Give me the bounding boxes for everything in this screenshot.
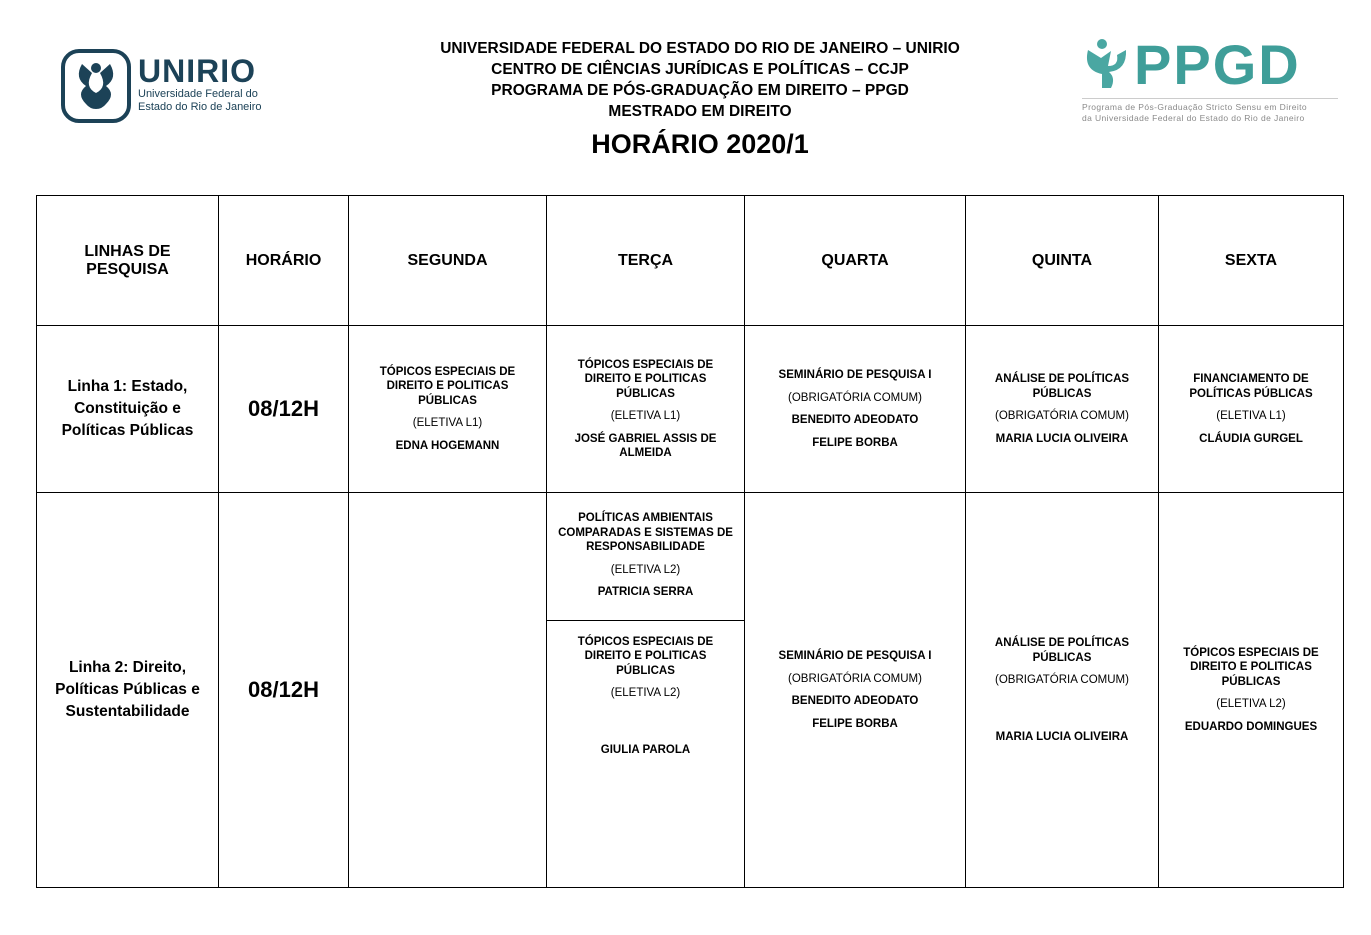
course-title: SEMINÁRIO DE PESQUISA I <box>778 369 932 381</box>
course-divider <box>547 620 744 621</box>
course-type: (ELETIVA L1) <box>610 410 681 422</box>
column-header-segunda: SEGUNDA <box>349 196 547 326</box>
ppgd-caption-2: da Universidade Federal do Estado do Rio de Janeiro <box>1082 113 1305 123</box>
linha-1-horario: 08/12H <box>219 326 349 493</box>
institution-line-3: PROGRAMA DE PÓS-GRADUAÇÃO EM DIREITO – PPGD <box>491 82 909 99</box>
unirio-logo <box>60 48 262 124</box>
column-header-terca: TERÇA <box>547 196 745 326</box>
ppgd-logo-row <box>1082 33 1338 96</box>
professor-name: JOSÉ GABRIEL ASSIS DE ALMEIDA <box>574 432 717 459</box>
course-type: (ELETIVA L2) <box>610 563 681 576</box>
cell-linha2-sexta <box>1159 493 1344 888</box>
course-title: TÓPICOS ESPECIAIS DE DIREITO E POLITICAS PÚBLICAS <box>577 635 714 677</box>
professor-name: PATRICIA SERRA <box>597 586 694 598</box>
course-title: TÓPICOS ESPECIAIS DE DIREITO E POLITICAS PÚBLICAS <box>379 365 516 407</box>
cell-linha1-quarta <box>745 326 966 493</box>
cell-linha2-quarta <box>745 493 966 888</box>
schedule-table <box>36 195 1344 888</box>
table-row-linha-2 <box>37 493 1344 888</box>
course-type: (OBRIGATÓRIA COMUM) <box>995 410 1129 422</box>
institution-line-1: UNIVERSIDADE FEDERAL DO ESTADO DO RIO DE JANEIRO – UNIRIO <box>440 40 960 57</box>
linha-2-label: Linha 2: Direito, Políticas Públicas e Sustentabilidade <box>37 493 219 888</box>
ppgd-logo <box>1082 33 1338 124</box>
unirio-logo-subtitle-2: Estado do Rio de Janeiro <box>138 101 262 113</box>
page-header <box>330 38 1070 160</box>
linha-1-label: Linha 1: Estado, Constituição e Políticas Públicas <box>37 326 219 493</box>
course-type: (ELETIVA L1) <box>412 417 483 430</box>
professor-name: EDUARDO DOMINGUES <box>1184 720 1318 733</box>
professor-name: FELIPE BORBA <box>812 436 898 449</box>
cell-linha1-sexta <box>1159 326 1344 493</box>
column-header-linhas: LINHAS DE PESQUISA <box>37 196 219 326</box>
professor-name: FELIPE BORBA <box>812 717 898 730</box>
professor-name: BENEDITO ADEODATO <box>791 695 919 707</box>
ppgd-logo-captions <box>1082 98 1338 124</box>
unirio-logo-subtitle-1: Universidade Federal do <box>138 88 258 100</box>
course-title: SEMINÁRIO DE PESQUISA I <box>778 650 932 662</box>
course-type: (OBRIGATÓRIA COMUM) <box>995 674 1129 686</box>
cell-linha2-segunda <box>349 493 547 888</box>
column-header-quarta: QUARTA <box>745 196 966 326</box>
unirio-logo-name: UNIRIO <box>138 53 256 89</box>
column-header-sexta: SEXTA <box>1159 196 1344 326</box>
professor-name: MARIA LUCIA OLIVEIRA <box>995 432 1129 445</box>
course-type: (ELETIVA L2) <box>610 687 681 699</box>
course-title: ANÁLISE DE POLÍTICAS PÚBLICAS <box>994 373 1130 400</box>
professor-name: MARIA LUCIA OLIVEIRA <box>995 730 1129 743</box>
ppgd-caption-1: Programa de Pós-Graduação Stricto Sensu em Direito <box>1082 102 1308 112</box>
course-title: POLÍTICAS AMBIENTAIS COMPARADAS E SISTEMAS DE RESPONSABILIDADE <box>558 512 733 553</box>
course-title: ANÁLISE DE POLÍTICAS PÚBLICAS <box>994 637 1130 664</box>
professor-name: BENEDITO ADEODATO <box>791 414 919 426</box>
linha-2-horario: 08/12H <box>219 493 349 888</box>
table-header-row <box>37 196 1344 326</box>
course-type: (ELETIVA L2) <box>1216 698 1286 711</box>
professor-name: EDNA HOGEMANN <box>395 439 500 452</box>
cell-linha1-quinta <box>966 326 1159 493</box>
professor-name: CLÁUDIA GURGEL <box>1199 432 1303 445</box>
institution-line-2: CENTRO DE CIÊNCIAS JURÍDICAS E POLÍTICAS – CCJP <box>491 61 909 78</box>
unirio-emblem-icon <box>60 48 132 124</box>
table-row-linha-1 <box>37 326 1344 493</box>
column-header-horario: HORÁRIO <box>219 196 349 326</box>
course-type: (OBRIGATÓRIA COMUM) <box>788 391 922 404</box>
cell-linha1-terca <box>547 326 745 493</box>
column-header-quinta: QUINTA <box>966 196 1159 326</box>
institution-line-4: MESTRADO EM DIREITO <box>608 103 792 120</box>
course-type: (OBRIGATÓRIA COMUM) <box>788 672 922 685</box>
course-title: TÓPICOS ESPECIAIS DE DIREITO E POLITICAS PÚBLICAS <box>577 358 714 400</box>
cell-linha2-quinta <box>966 493 1159 888</box>
course-title: FINANCIAMENTO DE POLÍTICAS PÚBLICAS <box>1189 373 1313 400</box>
ppgd-logo-name: PPGD <box>1134 33 1301 96</box>
unirio-logo-text <box>138 54 262 114</box>
ppgd-torch-icon <box>1082 36 1134 94</box>
course-type: (ELETIVA L1) <box>1216 410 1286 422</box>
professor-name: GIULIA PAROLA <box>600 743 691 756</box>
course-title: TÓPICOS ESPECIAIS DE DIREITO E POLITICAS PÚBLICAS <box>1183 646 1319 688</box>
page-title: HORÁRIO 2020/1 <box>591 129 809 159</box>
cell-linha1-segunda <box>349 326 547 493</box>
cell-linha2-terca <box>547 493 745 888</box>
